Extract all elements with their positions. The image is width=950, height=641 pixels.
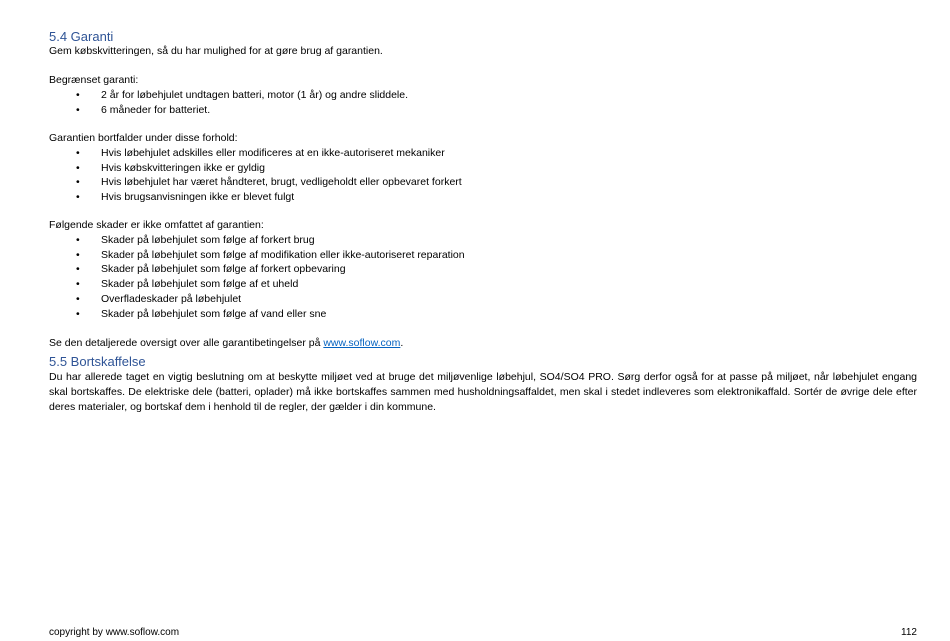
excluded-damages-block: [49, 218, 917, 322]
soflow-link[interactable]: www.soflow.com: [323, 337, 401, 349]
section-heading-garanti: 5.4 Garanti: [49, 29, 114, 44]
bullet-icon: •: [76, 263, 80, 276]
section-heading-bortskaffelse: 5.5 Bortskaffelse: [49, 354, 146, 369]
list-item: • 6 måneder for batteriet.: [76, 103, 211, 116]
bullet-icon: •: [76, 161, 80, 174]
bullet-icon: •: [76, 146, 80, 159]
list-item: • Skader på løbehjulet som følge af vand eller sne: [76, 307, 327, 320]
bortskaffelse-body-block: [49, 370, 917, 414]
footer-copyright: copyright by www.soflow.com: [49, 627, 180, 638]
bullet-icon: •: [76, 88, 80, 101]
list-item: • Skader på løbehjulet som følge af forkert opbevaring: [76, 263, 346, 276]
bullet-icon: •: [76, 292, 80, 305]
garanti-intro: Gem købskvitteringen, så du har mulighed for at gøre brug af garantien.: [49, 45, 383, 57]
excluded-damages-list: [49, 233, 917, 322]
list-item: • Hvis købskvitteringen ikke er gyldig: [76, 161, 265, 174]
more-info-text: Se den detaljerede oversigt over alle garantibetingelser på www.soflow.com.: [49, 337, 404, 349]
list-item: • Skader på løbehjulet som følge af forkert brug: [76, 233, 315, 246]
bullet-icon: •: [76, 248, 80, 261]
bullet-icon: •: [76, 307, 80, 320]
list-item: • Hvis løbehjulet har været håndteret, brugt, vedligeholdt eller opbevaret forkert: [76, 176, 462, 189]
bullet-icon: •: [76, 176, 80, 189]
bullet-icon: •: [76, 278, 80, 291]
bullet-icon: •: [76, 233, 80, 246]
limited-warranty-block: [49, 73, 917, 117]
bortskaffelse-body: Du har allerede taget en vigtig beslutning om at beskytte miljøet ved at bruge det miljøvenlige løbehjul, SO4/SO4 PRO. Sørg derfor også for at passe på miljøet, når løbehjulet engang skal bortskaffes. De elektriske dele (batteri, oplader) må ikke bortskaffes sammen med husholdningsaffaldet, men skal i stedet indleveres som elektronikaffald. Sortér de øvrige dele efter deres materialer, og bortskaf dem i henhold til de regler, der gælder i din kommune.: [49, 371, 917, 413]
list-item: • Skader på løbehjulet som følge af et uheld: [76, 278, 299, 291]
footer-page-number: 112: [901, 627, 917, 638]
more-info-block: [49, 336, 917, 351]
void-conditions-title: Garantien bortfalder under disse forhold:: [49, 132, 238, 144]
limited-warranty-title: Begrænset garanti:: [49, 74, 139, 86]
list-item: • Skader på løbehjulet som følge af modifikation eller ikke-autoriseret reparation: [76, 248, 465, 261]
list-item: • Hvis løbehjulet adskilles eller modificeres at en ikke-autoriseret mekaniker: [76, 146, 445, 159]
bullet-icon: •: [76, 191, 80, 204]
void-conditions-list: [49, 146, 917, 205]
void-conditions-block: [49, 131, 917, 205]
list-item: • Hvis brugsanvisningen ikke er blevet fulgt: [76, 191, 295, 204]
limited-warranty-list: [49, 88, 917, 118]
bullet-icon: •: [76, 103, 80, 116]
garanti-intro-block: [49, 44, 917, 59]
list-item: • Overfladeskader på løbehjulet: [76, 292, 242, 305]
list-item: • 2 år for løbehjulet undtagen batteri, motor (1 år) og andre sliddele.: [76, 88, 409, 101]
excluded-damages-title: Følgende skader er ikke omfattet af garantien:: [49, 219, 264, 231]
